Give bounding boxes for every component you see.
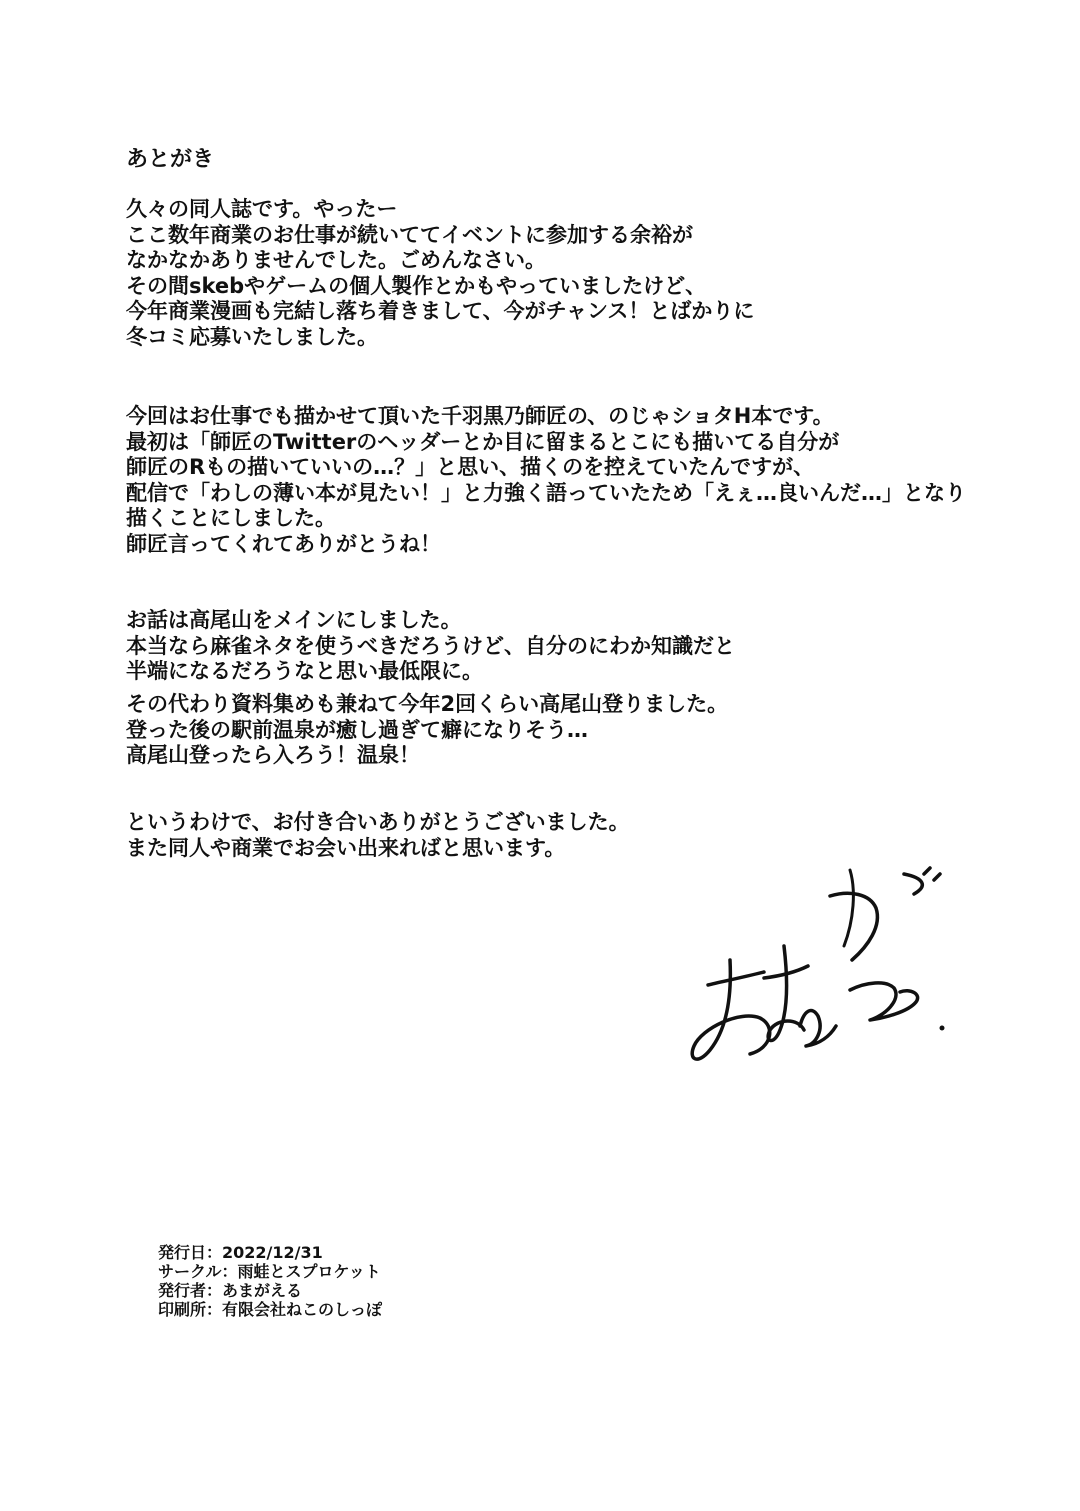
text-line: というわけで、お付き合いありがとうございました。 [126, 810, 630, 834]
paragraph-research [126, 692, 728, 769]
text-line: 最初は「師匠のTwitterのヘッダーとか目に留まるとこにも描いてる自分が [126, 429, 840, 454]
publisher-name: 発行者：あまがえる [158, 1281, 303, 1300]
paragraph-story [126, 608, 735, 685]
text-line: なかなかありませんでした。ごめんなさい。 [126, 248, 546, 273]
text-line: 久々の同人誌です。やったー [126, 197, 398, 221]
text-line: 配信で「わしの薄い本が見たい！」と力強く語っていたため「えぇ…良いんだ…」となり [126, 480, 966, 505]
circle-name: サークル：雨蛙とスプロケット [158, 1262, 381, 1281]
printer-name: 印刷所：有限会社ねこのしっぽ [158, 1300, 383, 1319]
text-line: また同人や商業でお会い出来ればと思います。 [126, 835, 566, 860]
text-line: 本当なら麻雀ネタを使うべきだろうけど、自分のにわか知識だと [126, 633, 735, 658]
text-line: 師匠のRもの描いていいの…？」と思い、描くのを控えていたんですが、 [126, 455, 815, 480]
text-line: 今回はお仕事でも描かせて頂いた千羽黒乃師匠の、のじゃショタH本です。 [126, 404, 834, 428]
text-line: その代わり資料集めも兼ねて今年2回くらい高尾山登りました。 [126, 692, 729, 716]
text-line: お話は高尾山をメインにしました。 [126, 608, 462, 632]
text-line: 描くことにしました。 [126, 506, 336, 531]
text-line: その間skebやゲームの個人製作とかもやっていましたけど、 [126, 273, 707, 298]
paragraph-closing [126, 810, 630, 861]
colophon [158, 1243, 382, 1319]
text-line: 登った後の駅前温泉が癒し過ぎて癖になりそう… [126, 717, 588, 742]
paragraph-this-book [126, 404, 966, 558]
text-line: 今年商業漫画も完結し落ち着きまして、今がチャンス！とばかりに [126, 299, 755, 324]
text-line: 師匠言ってくれてありがとうね！ [126, 531, 441, 556]
text-line: 高尾山登ったら入ろう！温泉！ [126, 743, 420, 768]
text-line: ここ数年商業のお仕事が続いててイベントに参加する余裕が [126, 222, 693, 247]
text-line: 半端になるだろうなと思い最低限に。 [126, 659, 483, 684]
signature [680, 860, 960, 1080]
text-line: 冬コミ応募いたしました。 [126, 324, 378, 349]
paragraph-intro [126, 197, 754, 351]
afterword-title: あとがき [126, 147, 215, 172]
issue-date: 発行日：2022/12/31 [158, 1243, 323, 1262]
